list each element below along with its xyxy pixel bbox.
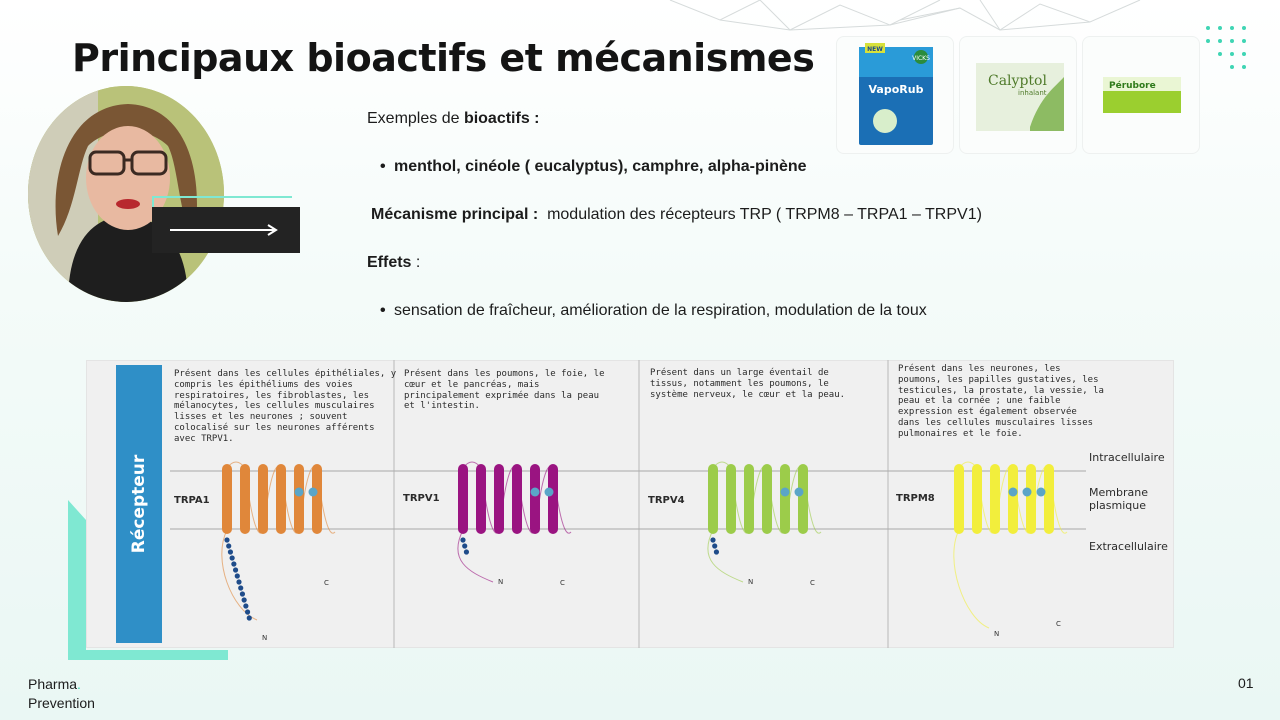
brand-line-1: Pharma <box>28 676 78 692</box>
trpa1-helix <box>258 464 268 534</box>
trpm8-helix <box>1044 464 1054 534</box>
brand-dot: . <box>77 676 81 692</box>
brand-logo <box>28 675 95 713</box>
trpa1-n-bead <box>230 555 235 560</box>
trpa1-c-terminal: C <box>324 579 329 587</box>
trpa1-n-bead <box>242 597 247 602</box>
trpv4-label: TRPV4 <box>648 495 685 506</box>
trpm8-pore-bead <box>1037 488 1046 497</box>
svg-text:Pérubore: Pérubore <box>1109 81 1156 91</box>
bioactifs-heading <box>367 110 540 128</box>
trpv1-pore-bead <box>531 488 540 497</box>
trpv1-n-bead <box>460 537 465 542</box>
trpa1-n-bead <box>228 549 233 554</box>
description-line: pulmonaires et le foie. <box>898 428 1023 439</box>
description-line: compris les épithéliums des voies <box>174 379 353 390</box>
description-line: Présent dans les cellules épithéliales, y <box>174 369 397 379</box>
svg-text:Calyptol: Calyptol <box>988 73 1047 89</box>
trpa1-helix <box>294 464 304 534</box>
presenter-photo <box>28 86 224 302</box>
trpv1-helix <box>548 464 558 534</box>
trpv1-label: TRPV1 <box>403 493 440 504</box>
mecanisme-text: modulation des récepteurs TRP ( TRPM8 – TRPA1 – TRPV1) <box>547 206 982 223</box>
trpa1-n-bead <box>247 615 252 620</box>
trpv1-n-bead <box>464 549 469 554</box>
description-line: testicules, la prostate, la vessie, la <box>898 385 1104 396</box>
trpa1-n-bead <box>226 543 231 548</box>
trpv4-n-bead <box>710 537 715 542</box>
membrane-label-1: Membrane <box>1089 486 1148 499</box>
trpa1-n-bead <box>231 561 236 566</box>
trpv1-n-terminal: N <box>498 578 504 586</box>
trpa1-n-terminal: N <box>262 634 268 642</box>
trpv4-helix <box>744 464 754 534</box>
trpm8-c-terminal: C <box>1056 620 1061 628</box>
effets-suffix: : <box>411 254 421 271</box>
effets-heading <box>367 254 420 272</box>
effets-list: • sensation de fraîcheur, amélioration de la respiration, modulation de la toux <box>394 302 927 320</box>
trpm8-pore-bead <box>1009 488 1018 497</box>
trpv4-n-bead <box>712 543 717 548</box>
description-line: principalement exprimée dans la peau <box>404 390 600 401</box>
product-card-calyptol <box>959 36 1077 154</box>
trpv1-pore-bead <box>545 488 554 497</box>
trpv4-helix <box>762 464 772 534</box>
trpv1-helix <box>476 464 486 534</box>
vaporub-brand: VICKS <box>912 55 930 62</box>
bioactifs-list: • menthol, cinéole ( eucalyptus), camphre, alpha-pinène <box>394 158 807 176</box>
trpm8-helix <box>1008 464 1018 534</box>
description-line: colocalisé sur les neurones afférents <box>174 422 375 433</box>
description-line: tissus, notamment les poumons, le <box>650 378 829 389</box>
trpa1-n-bead <box>235 573 240 578</box>
arrow-right-icon <box>170 224 282 236</box>
trpv4-n-bead <box>714 549 719 554</box>
description-line: Présent dans les neurones, les <box>898 364 1061 374</box>
trpm8-helix <box>972 464 982 534</box>
trpa1-helix <box>222 464 232 534</box>
brand-line-2: Prevention <box>28 695 95 711</box>
trpv1-helix <box>458 464 468 534</box>
trpv4-n-terminal: N <box>748 578 754 586</box>
trpa1-n-bead <box>224 537 229 542</box>
description-line: avec TRPV1. <box>174 433 234 444</box>
decorative-dots <box>1206 26 1256 71</box>
description-line: système nerveux, le cœur et la peau. <box>650 389 846 400</box>
trpm8-helix <box>954 464 964 534</box>
receptor-label: Récepteur <box>129 454 149 554</box>
description-line: poumons, les papilles gustatives, les <box>898 374 1099 385</box>
trpa1-n-bead <box>243 603 248 608</box>
trpv1-c-terminal: C <box>560 579 565 587</box>
trpa1-n-bead <box>233 567 238 572</box>
product-card-vaporub <box>836 36 954 154</box>
trpv4-helix <box>780 464 790 534</box>
trpa1-description <box>174 369 396 445</box>
trpm8-n-terminal: N <box>994 630 1000 638</box>
description-line: mélanocytes, les cellules musculaires <box>174 401 375 412</box>
trpm8-description <box>898 364 1104 440</box>
membrane-label-2: plasmique <box>1089 499 1147 512</box>
description-line: cœur et le pancréas, mais <box>404 379 540 390</box>
extracellulaire-label: Extracellulaire <box>1089 540 1168 553</box>
trpv4-description <box>650 368 845 400</box>
description-line: Présent dans un large éventail de <box>650 368 829 378</box>
trpa1-pore-bead <box>295 488 304 497</box>
vaporub-badge: NEW <box>867 46 883 53</box>
trpv1-helix <box>530 464 540 534</box>
bioactifs-prefix: Exemples de <box>367 110 464 127</box>
description-line: peau et la cornée ; une faible <box>898 396 1061 407</box>
trpa1-n-bead <box>245 609 250 614</box>
page-number: 01 <box>1238 675 1254 691</box>
trpv1-helix <box>512 464 522 534</box>
trpm8-helix <box>1026 464 1036 534</box>
svg-text:inhalant: inhalant <box>1018 89 1047 97</box>
description-line: lisses et les neurones ; souvent <box>174 412 348 423</box>
description-line: dans les cellules musculaires lisses <box>898 417 1094 428</box>
mecanisme-label: Mécanisme principal : <box>371 206 539 223</box>
description-line: respiratoires, les fibroblastes, les <box>174 390 370 401</box>
trpm8-pore-bead <box>1023 488 1032 497</box>
trpv4-helix <box>726 464 736 534</box>
trpa1-n-bead <box>240 591 245 596</box>
trpv4-helix <box>708 464 718 534</box>
bioactifs-label: bioactifs : <box>463 110 540 127</box>
trpv4-helix <box>798 464 808 534</box>
description-line: expression est également observée <box>898 407 1077 418</box>
description-line: Présent dans les poumons, le foie, le <box>404 369 605 379</box>
mecanisme-line <box>371 206 982 224</box>
trpv1-n-bead <box>462 543 467 548</box>
svg-text:VapoRub: VapoRub <box>868 83 924 96</box>
trpa1-helix <box>276 464 286 534</box>
trpa1-helix <box>240 464 250 534</box>
trpa1-n-bead <box>236 579 241 584</box>
product-card-perubore <box>1082 36 1200 154</box>
description-line: et l'intestin. <box>404 401 480 412</box>
trpa1-helix <box>312 464 322 534</box>
arrow-box <box>152 207 300 253</box>
trpm8-label: TRPM8 <box>896 493 935 504</box>
trpm8-n-tail <box>954 530 989 628</box>
trpv4-c-terminal: C <box>810 579 815 587</box>
trpa1-pore-bead <box>309 488 318 497</box>
trpa1-label: TRPA1 <box>174 495 210 506</box>
trpv1-helix <box>494 464 504 534</box>
trpv4-pore-bead <box>781 488 790 497</box>
trpm8-helix <box>990 464 1000 534</box>
trpv4-pore-bead <box>795 488 804 497</box>
trpv1-description <box>404 369 604 412</box>
product-images <box>836 36 1200 156</box>
trpa1-n-bead <box>238 585 243 590</box>
effets-label: Effets <box>367 254 412 271</box>
slide-title: Principaux bioactifs et mécanismes <box>72 36 815 80</box>
intracellulaire-label: Intracellulaire <box>1089 451 1165 464</box>
